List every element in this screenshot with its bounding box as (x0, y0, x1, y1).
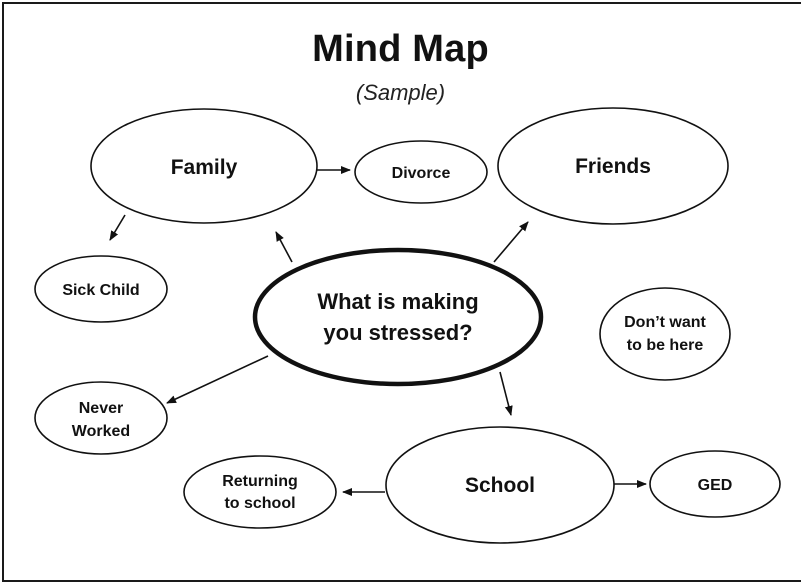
node-school-label: School (464, 474, 536, 497)
page-title: Mind Map (312, 28, 489, 70)
node-divorce-label: Divorce (391, 165, 451, 182)
node-never-worked-label-line1: Never (78, 400, 124, 417)
node-returning-label-line2: to school (224, 495, 296, 512)
node-returning-ellipse (184, 456, 336, 528)
node-sick-child-label: Sick Child (62, 282, 140, 299)
node-returning-label-line1: Returning (222, 473, 298, 490)
node-friends-label: Friends (575, 155, 651, 178)
node-center-label-line1: What is making (317, 289, 479, 314)
arrow-family-to-sick-child (110, 215, 125, 240)
node-center-ellipse (255, 250, 541, 384)
node-never-worked-ellipse (35, 382, 167, 454)
arrow-center-to-friends (494, 222, 528, 262)
node-dont-want-ellipse (600, 288, 730, 380)
node-ged-label: GED (697, 477, 733, 494)
arrow-center-to-never-worked (167, 356, 268, 403)
page-subtitle: (Sample) (355, 80, 446, 105)
node-dont-want-label-line2: to be here (626, 337, 704, 354)
arrow-center-to-family (276, 232, 292, 262)
node-never-worked-label-line2: Worked (71, 423, 131, 440)
node-center-label-line2: you stressed? (323, 320, 473, 345)
node-family-label: Family (170, 156, 238, 179)
arrow-center-to-school (500, 372, 511, 415)
node-dont-want-label-line1: Don’t want (624, 314, 706, 331)
